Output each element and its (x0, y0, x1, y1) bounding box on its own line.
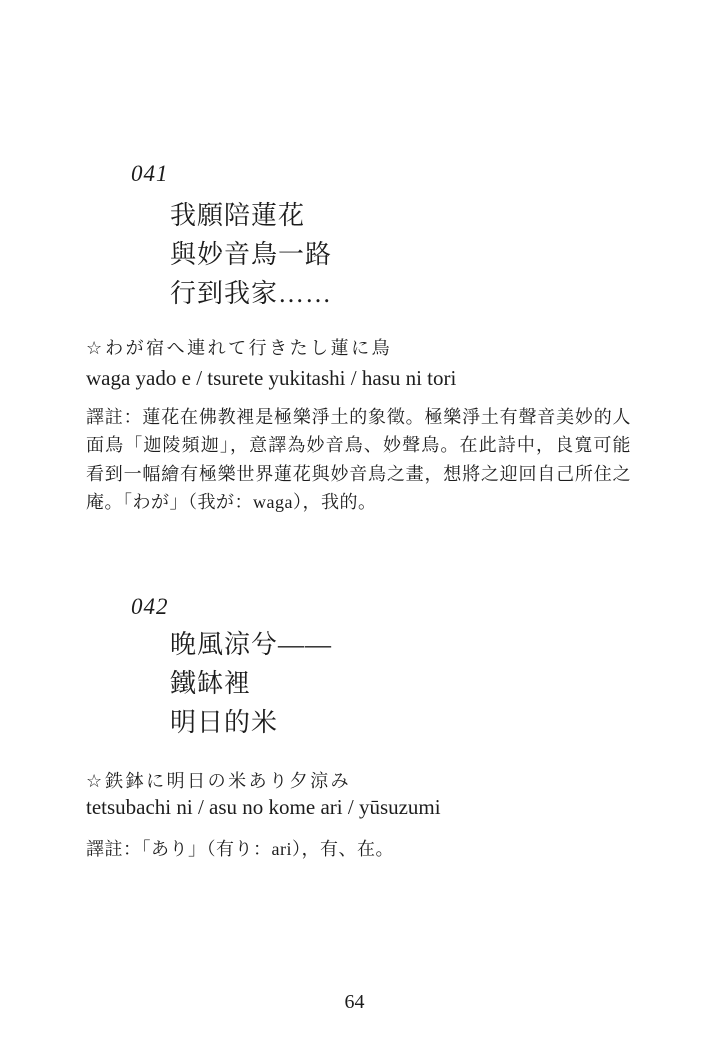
star-icon: ☆ (86, 771, 104, 791)
poem-line: 我願陪蓮花 (170, 201, 306, 230)
poem-line: 晚風涼兮—— (170, 630, 333, 659)
poem-line: 明日的米 (170, 708, 279, 737)
translator-note: 譯註：「あり」（有り：ari），有、在。 (86, 839, 394, 859)
poem-line: 與妙音鳥一路 (170, 240, 333, 269)
translator-note: 譯註：蓮花在佛教裡是極樂淨土的象徵。極樂淨土有聲音美妙的人面鳥「迦陵頻迦」，意譯為妙音鳥、妙聲鳥。在此詩中，良寬可能看到一幅繪有極樂世界蓮花與妙音鳥之畫，想將之迎回自己所住之庵。「わが」（我が：waga），我的。 (86, 407, 631, 513)
page-number: 64 (344, 991, 365, 1013)
poem-line: 鐵缽裡 (170, 669, 252, 698)
haiku-original-japanese (86, 334, 392, 360)
haiku-romaji: waga yado e / tsurete yukitashi / hasu ni tori (86, 366, 457, 390)
haiku-original-japanese (86, 767, 351, 793)
haiku-original-text: わが宿へ連れて行きたし蓮に鳥 (105, 338, 393, 358)
star-icon: ☆ (86, 338, 104, 358)
poem-number: 042 (131, 594, 169, 619)
haiku-romaji: tetsubachi ni / asu no kome ari / yūsuzumi (86, 795, 441, 819)
poem-number: 041 (131, 161, 169, 186)
poem-line: 行到我家…… (170, 279, 333, 308)
haiku-original-text: 鉄鉢に明日の米あり夕涼み (105, 771, 352, 791)
